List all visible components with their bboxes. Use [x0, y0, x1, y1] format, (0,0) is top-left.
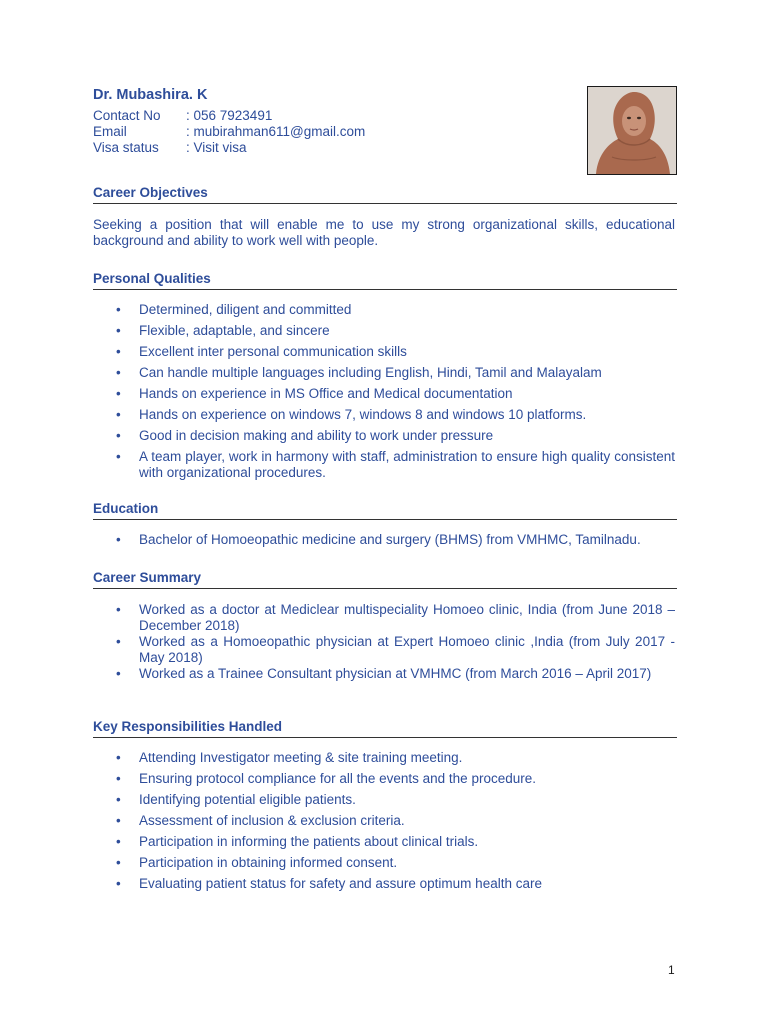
contact-row-visa	[93, 140, 365, 156]
bullet-icon: •	[116, 855, 121, 870]
key-responsibilities-list	[93, 750, 675, 892]
bullet-icon: •	[116, 750, 121, 765]
bullet-icon: •	[116, 876, 121, 891]
list-item: • Excellent inter personal communication skills	[116, 344, 407, 359]
career-objective-text: Seeking a position that will enable me to use my strong organizational skills, educational background and ability to work well with people.	[93, 217, 675, 248]
personal-qualities-list	[93, 302, 675, 481]
career-summary-list	[93, 602, 675, 682]
bullet-icon: •	[116, 344, 121, 359]
bullet-icon: •	[116, 834, 121, 849]
contact-row-email	[93, 124, 365, 140]
contact-row-phone	[93, 108, 365, 124]
list-item: • Identifying potential eligible patients.	[116, 792, 356, 807]
list-item: • Participation in informing the patients about clinical trials.	[116, 834, 479, 849]
contact-value: : mubirahman611@gmail.com	[186, 124, 366, 139]
list-item: • Worked as a doctor at Mediclear multispeciality Homoeo clinic, India (from June 2018 – December 2018)	[116, 602, 675, 633]
bullet-icon: •	[116, 407, 121, 422]
candidate-name: Dr. Mubashira. K	[93, 87, 208, 103]
list-item: • Evaluating patient status for safety and assure optimum health care	[116, 876, 542, 891]
bullet-icon: •	[116, 634, 121, 649]
list-item: • Hands on experience on windows 7, windows 8 and windows 10 platforms.	[116, 407, 587, 422]
list-item: • Flexible, adaptable, and sincere	[116, 323, 330, 338]
list-item: • Ensuring protocol compliance for all the events and the procedure.	[116, 771, 536, 786]
contact-block	[93, 108, 365, 156]
section-title-education: Education	[93, 501, 677, 520]
list-item: • Hands on experience in MS Office and Medical documentation	[116, 386, 513, 401]
section-title-key-responsibilities: Key Responsibilities Handled	[93, 719, 677, 738]
bullet-icon: •	[116, 532, 121, 547]
contact-label: Contact No	[93, 108, 161, 123]
contact-label: Visa status	[93, 140, 159, 155]
contact-value: : Visit visa	[186, 140, 247, 155]
list-item: • Participation in obtaining informed consent.	[116, 855, 398, 870]
section-title-career-objectives: Career Objectives	[93, 185, 677, 204]
bullet-icon: •	[116, 449, 121, 464]
bullet-icon: •	[116, 771, 121, 786]
bullet-icon: •	[116, 323, 121, 338]
list-item: • Determined, diligent and committed	[116, 302, 352, 317]
list-item: • Worked as a Trainee Consultant physician at VMHMC (from March 2016 – April 2017)	[116, 666, 652, 681]
bullet-icon: •	[116, 386, 121, 401]
profile-photo	[587, 86, 677, 175]
bullet-icon: •	[116, 428, 121, 443]
contact-label: Email	[93, 124, 127, 139]
list-item: • Can handle multiple languages including English, Hindi, Tamil and Malayalam	[116, 365, 602, 380]
page-number: 1	[668, 963, 675, 977]
education-list	[93, 532, 675, 548]
bullet-icon: •	[116, 666, 121, 681]
bullet-icon: •	[116, 813, 121, 828]
list-item: • A team player, work in harmony with staff, administration to ensure high quality consistent with organizational procedures.	[116, 449, 675, 480]
bullet-icon: •	[116, 365, 121, 380]
section-title-personal-qualities: Personal Qualities	[93, 271, 677, 290]
list-item: • Worked as a Homoeopathic physician at Expert Homoeo clinic ,India (from July 2017 - May 2018)	[116, 634, 675, 665]
list-item: • Bachelor of Homoeopathic medicine and surgery (BHMS) from VMHMC, Tamilnadu.	[116, 532, 641, 547]
list-item: • Attending Investigator meeting & site training meeting.	[116, 750, 463, 765]
bullet-icon: •	[116, 792, 121, 807]
list-item: • Good in decision making and ability to work under pressure	[116, 428, 494, 443]
section-title-career-summary: Career Summary	[93, 570, 677, 589]
bullet-icon: •	[116, 602, 121, 617]
list-item: • Assessment of inclusion & exclusion criteria.	[116, 813, 405, 828]
contact-value: : 056 7923491	[186, 108, 273, 123]
bullet-icon: •	[116, 302, 121, 317]
